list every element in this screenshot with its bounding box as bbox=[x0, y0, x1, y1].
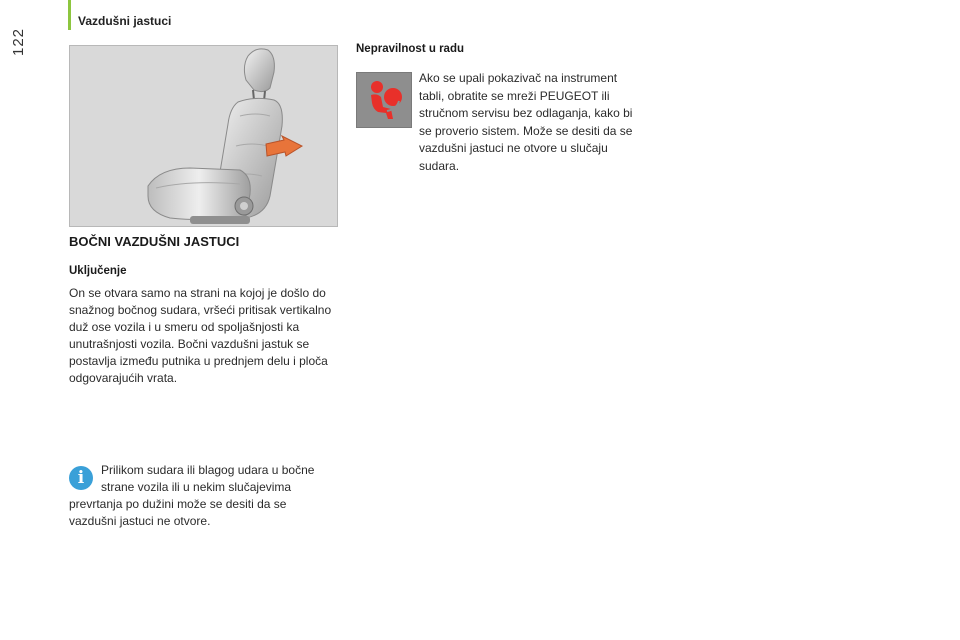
right-column bbox=[356, 43, 646, 210]
seat-illustration bbox=[69, 45, 338, 227]
activation-paragraph: On se otvara samo na strani na kojoj je došlo do snažnog bočnog sudara, vršeći pritisak vertikalno duž ose vozila i u smeru od spoljašnjosti ka unutrašnjosti vozila. Bočni vazdušni jastuk se postavlja između putnika u prednjem delu i ploča odgovarajućih vrata. bbox=[69, 286, 332, 385]
info-text: Prilikom sudara ili blagog udara u bočne strane vozila ili u nekim slučajevima prevrtanja po dužini može se desiti da se vazdušni jastuci ne otvore. bbox=[69, 463, 315, 528]
section-accent-bar bbox=[68, 0, 71, 30]
info-icon: i bbox=[69, 466, 93, 490]
malfunction-heading: Nepravilnost u radu bbox=[356, 43, 464, 55]
activation-subheading: Uključenje bbox=[69, 265, 127, 277]
airbag-warning-icon bbox=[356, 72, 412, 128]
malfunction-paragraph: Ako se upali pokazivač na instrument tabli, obratite se mreži PEUGEOT ili stručnom servisu bez odlaganja, kako bi se proverio sistem. Može se desiti da se vazdušni jastuci ne otvore u slučaju sudara. bbox=[419, 71, 633, 173]
side-airbags-heading: BOČNI VAZDUŠNI JASTUCI bbox=[69, 234, 240, 249]
seat-drawing bbox=[70, 46, 338, 227]
info-note bbox=[69, 462, 337, 530]
section-title: Vazdušni jastuci bbox=[78, 14, 172, 28]
airbag-warning-glyph bbox=[357, 73, 411, 127]
malfunction-block bbox=[356, 70, 646, 210]
page-number: 122 bbox=[10, 27, 27, 56]
left-column bbox=[69, 234, 341, 387]
